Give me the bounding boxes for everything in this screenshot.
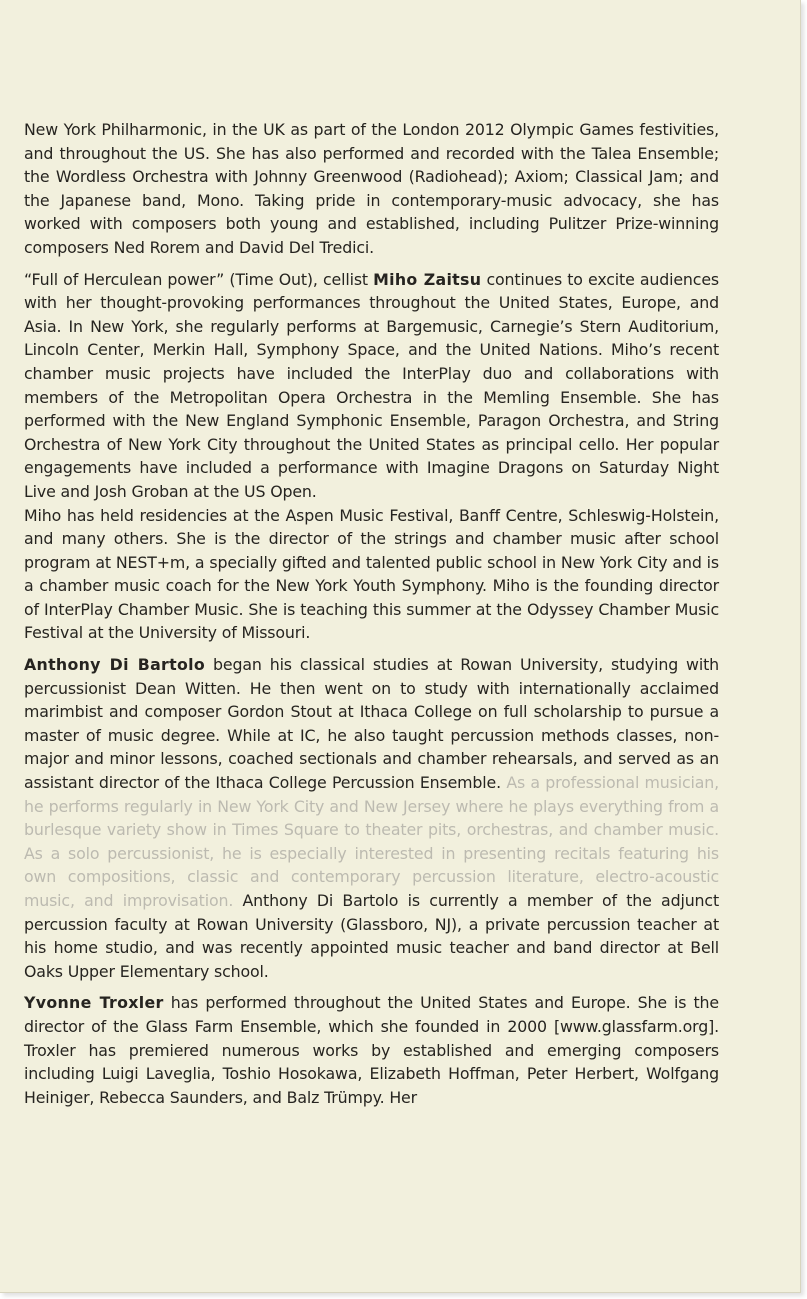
bio-paragraph-anthony-di-bartolo <box>24 653 719 983</box>
performer-name-yvonne-troxler: Yvonne Troxler <box>24 993 164 1013</box>
bio-paragraph-yvonne-troxler <box>24 991 719 1109</box>
bio-paragraph-miho-residencies <box>24 504 719 646</box>
paragraph-text: has performed throughout the United States and Europe. She is the director of the Glass Farm Ensemble, which she founded in 2000 [www.glassfarm.org]. Troxler has premiered numerous works by established and emerging composers including Luigi Laveglia, Toshio Hosokawa, Elizabeth Hoffman, Peter Herbert, Wolfgang Heiniger, Rebecca Saunders, and Balz Trümpy. Her <box>24 993 719 1107</box>
performer-name-miho-zaitsu: Miho Zaitsu <box>373 269 482 289</box>
paragraph-text-intro: “Full of Herculean power” (Time Out), cellist <box>24 269 374 289</box>
bio-paragraph-contemporary-music <box>24 118 719 260</box>
paragraph-text: New York Philharmonic, in the UK as part of the London 2012 Olympic Games festivities, and throughout the US. She has also performed and recorded with the Talea Ensemble; the Wordless Orchestra with Johnny Greenwood (Radiohead); Axiom; Classical Jam; and the Japanese band, Mono. Taking pride in contemporary-music advocacy, she has worked with composers both young and established, including Pulitzer Prize-winning composers Ned Rorem and David Del Tredici. <box>24 120 719 257</box>
bio-paragraph-miho-zaitsu <box>24 268 719 504</box>
paragraph-text: continues to excite audiences with her thought-provoking performances throughout the United States, Europe, and Asia. In New York, she regularly performs at Bargemusic, Carnegie’s Stern Auditorium, Lincoln Center, Merkin Hall, Symphony Space, and the United Nations. Miho’s recent chamber music projects have included the InterPlay duo and collaborations with members of the Metropolitan Opera Orchestra in the Memling Ensemble. She has performed with the New England Symphonic Ensemble, Paragon Orchestra, and String Orchestra of New York City throughout the United States as principal cello. Her popular engagements have included a performance with Imagine Dragons on Saturday Night Live and Josh Groban at the US Open. <box>24 269 719 501</box>
paragraph-text: began his classical studies at Rowan University, studying with percussionist Dean Witten. He then went on to study with internationally acclaimed marimbist and composer Gordon Stout at Ithaca College on full scholarship to pursue a master of music degree. While at IC, he also taught percussion methods classes, non-major and minor lessons, coached sectionals and chamber rehearsals, and served as an assistant director of the Ithaca College Percussion Ensemble. <box>24 655 719 793</box>
faded-print-text: As a professional musician, he performs regularly in New York City and New Jersey where he plays everything from a burlesque variety show in Times Square to theater pits, orchestras, and chamber music. As a solo percussionist, he is especially interested in presenting recitals featuring his own compositions, classic and contemporary percussion literature, electro-acoustic music, and improvisation. <box>24 773 719 910</box>
paragraph-text-end: Anthony Di Bartolo is currently a member of the adjunct percussion faculty at Rowan University (Glassboro, NJ), a private percussion teacher at his home studio, and was recently appointed music teacher and band director at Bell Oaks Upper Elementary school. <box>24 891 719 981</box>
performer-name-anthony-di-bartolo: Anthony Di Bartolo <box>24 655 205 675</box>
paragraph-text: Miho has held residencies at the Aspen Music Festival, Banff Centre, Schleswig-Holstein, and many others. She is the director of the strings and chamber music after school program at NEST+m, a specially gifted and talented public school in New York City and is a chamber music coach for the New York Youth Symphony. Miho is the founding director of InterPlay Chamber Music. She is teaching this summer at the Odyssey Chamber Music Festival at the University of Missouri. <box>24 505 719 643</box>
bio-column <box>24 118 719 1117</box>
